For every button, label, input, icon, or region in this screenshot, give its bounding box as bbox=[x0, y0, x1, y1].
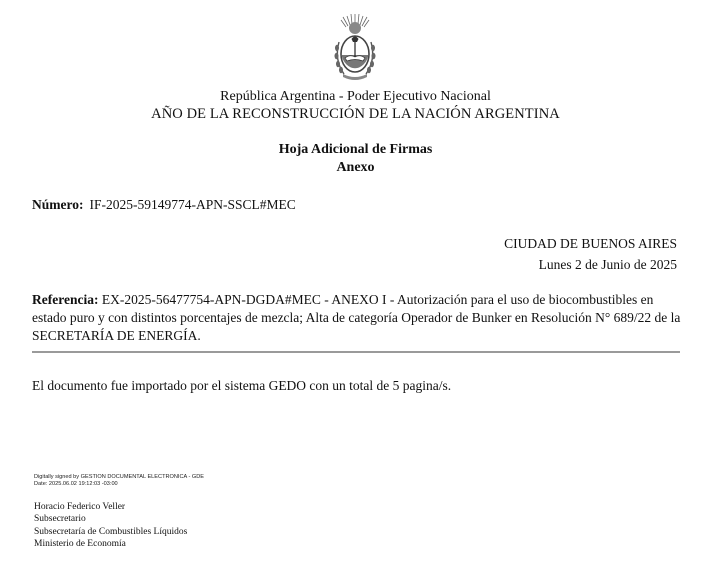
signer-ministry: Ministerio de Economía bbox=[34, 539, 126, 550]
signer-position: Subsecretario bbox=[34, 514, 86, 525]
signer-block bbox=[34, 501, 187, 551]
digital-signature-stamp bbox=[34, 474, 204, 488]
date: Lunes 2 de Junio de 2025 bbox=[538, 257, 677, 272]
document-number bbox=[32, 197, 296, 213]
reference-text: EX-2025-56477754-APN-DGDA#MEC - ANEXO I - Autorización para el uso de biocombustibles en estado puro y con distintos porcentajes de mezcla; Alta de categoría Operador de Bunker en Resolución N° 689/22 de la SECRETARÍA DE ENERGÍA. bbox=[32, 292, 681, 343]
header-line-2: AÑO DE LA RECONSTRUCCIÓN DE LA NACIÓN ARGENTINA bbox=[151, 106, 560, 122]
digital-signature-date: Date: 2025.06.02 19:12:03 -03:00 bbox=[34, 481, 118, 487]
document-subtitle: Anexo bbox=[336, 160, 375, 175]
document-number-value: IF-2025-59149774-APN-SSCL#MEC bbox=[89, 197, 296, 212]
document-title: Hoja Adicional de Firmas bbox=[278, 142, 433, 157]
header-line-1: República Argentina - Poder Ejecutivo Nacional bbox=[220, 89, 491, 104]
document-number-label: Número: bbox=[32, 197, 84, 212]
signer-office: Subsecretaría de Combustibles Líquidos bbox=[34, 526, 188, 537]
argentina-coat-of-arms-icon bbox=[330, 12, 380, 84]
body-text: El documento fue importado por el sistema GEDO con un total de 5 pagina/s. bbox=[32, 378, 452, 393]
signer-name: Horacio Federico Veller bbox=[34, 502, 126, 512]
reference bbox=[32, 291, 682, 345]
divider bbox=[32, 351, 680, 353]
reference-label: Referencia: bbox=[32, 292, 99, 307]
place: CIUDAD DE BUENOS AIRES bbox=[504, 236, 677, 251]
digital-signature-signed-by: Digitally signed by GESTION DOCUMENTAL ELECTRONICA - GDE bbox=[34, 474, 205, 480]
